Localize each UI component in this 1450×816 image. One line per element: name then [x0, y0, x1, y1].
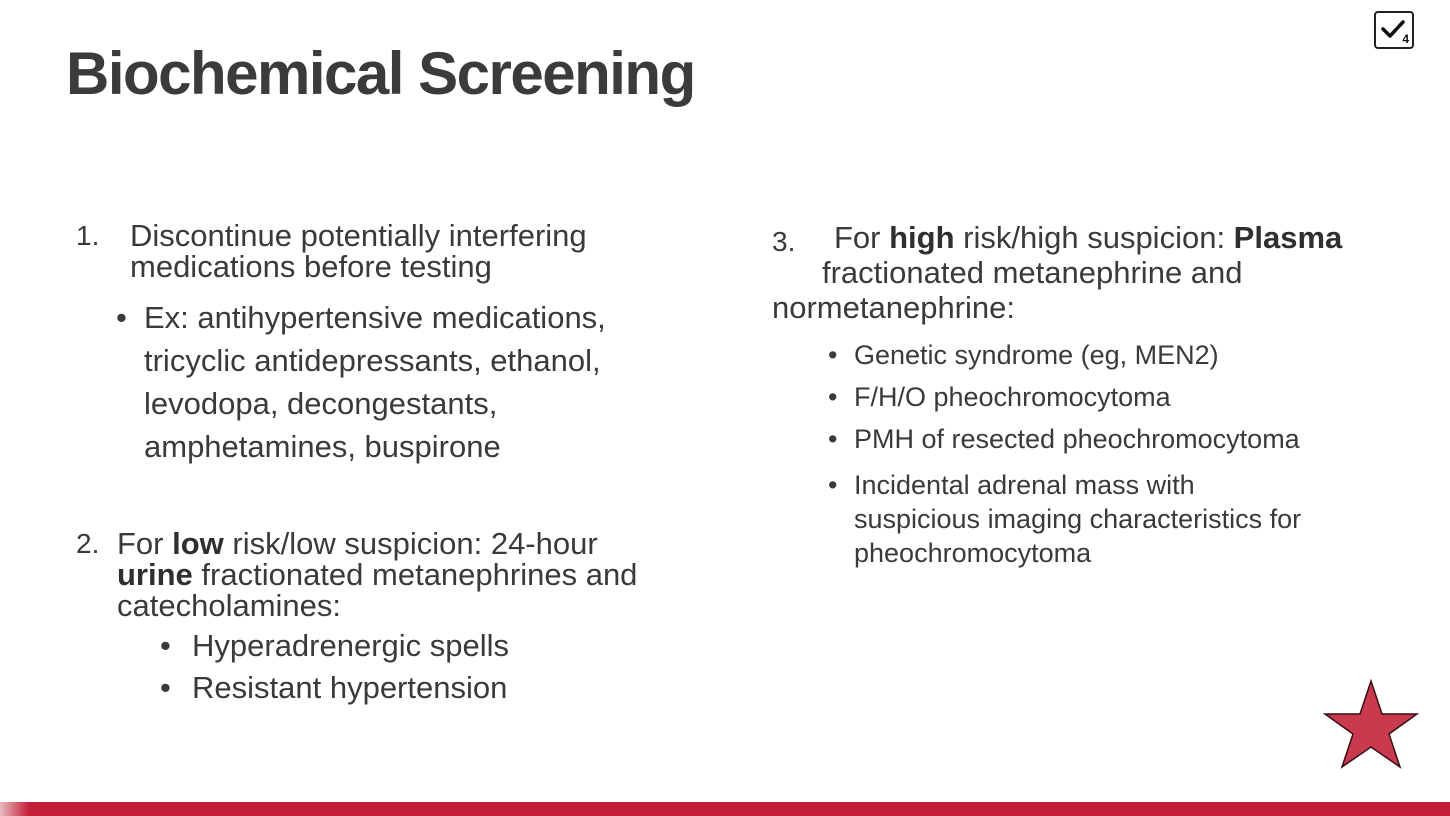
item-number: 2. [76, 528, 100, 559]
item-text-line: Discontinue potentially interfering [130, 218, 587, 253]
bold-run: urine [117, 557, 193, 592]
item-text-line: catecholamines: [117, 588, 342, 623]
bullet-dot: • [160, 628, 171, 663]
text-run: risk/low suspicion: 24-hour [223, 526, 598, 561]
star-icon [1322, 678, 1420, 770]
bullet-dot: • [828, 382, 838, 412]
item-text-line [117, 559, 637, 590]
text-run: fractionated metanephrines and [192, 557, 638, 592]
text-run: For [117, 526, 173, 561]
item-text-line: normetanephrine: [772, 290, 1015, 325]
bullet-dot: • [160, 670, 171, 705]
bullet-text: F/H/O pheochromocytoma [854, 382, 1171, 412]
bullet-dot: • [828, 470, 838, 500]
bullet-text: Genetic syndrome (eg, MEN2) [854, 340, 1219, 370]
checkbox-badge [1374, 11, 1414, 49]
footer-accent-bar [0, 802, 1450, 816]
item-text-line [834, 220, 1342, 255]
text-run: risk/high suspicion: [954, 220, 1234, 255]
bullet-text: amphetamines, buspirone [144, 429, 501, 464]
badge-number: 4 [1402, 32, 1409, 46]
item-text-line: fractionated metanephrine and [822, 255, 1243, 290]
bullet-text: Ex: antihypertensive medications, [144, 300, 606, 335]
bullet-dot: • [828, 424, 838, 454]
item-number: 3. [772, 226, 796, 257]
item-number: 1. [76, 220, 100, 251]
item-text-line [117, 528, 637, 559]
bullet-text: Incidental adrenal mass with [854, 470, 1195, 500]
bullet-text: suspicious imaging characteristics for [854, 504, 1302, 534]
item-text-line: medications before testing [130, 249, 492, 284]
bullet-text: tricyclic antidepressants, ethanol, [144, 343, 601, 378]
text-run: For [834, 220, 890, 255]
bullet-text: PMH of resected pheochromocytoma [854, 424, 1300, 454]
bold-run: Plasma [1233, 220, 1343, 255]
bullet-text: Hyperadrenergic spells [192, 628, 510, 663]
bullet-text: levodopa, decongestants, [144, 386, 498, 421]
bullet-dot: • [828, 340, 838, 370]
slide-title: Biochemical Screening [66, 40, 695, 107]
bullet-text: pheochromocytoma [854, 538, 1092, 568]
bullet-text: Resistant hypertension [192, 670, 508, 705]
bold-run: low [172, 526, 224, 561]
bold-run: high [889, 220, 955, 255]
bullet-dot: • [116, 300, 127, 335]
